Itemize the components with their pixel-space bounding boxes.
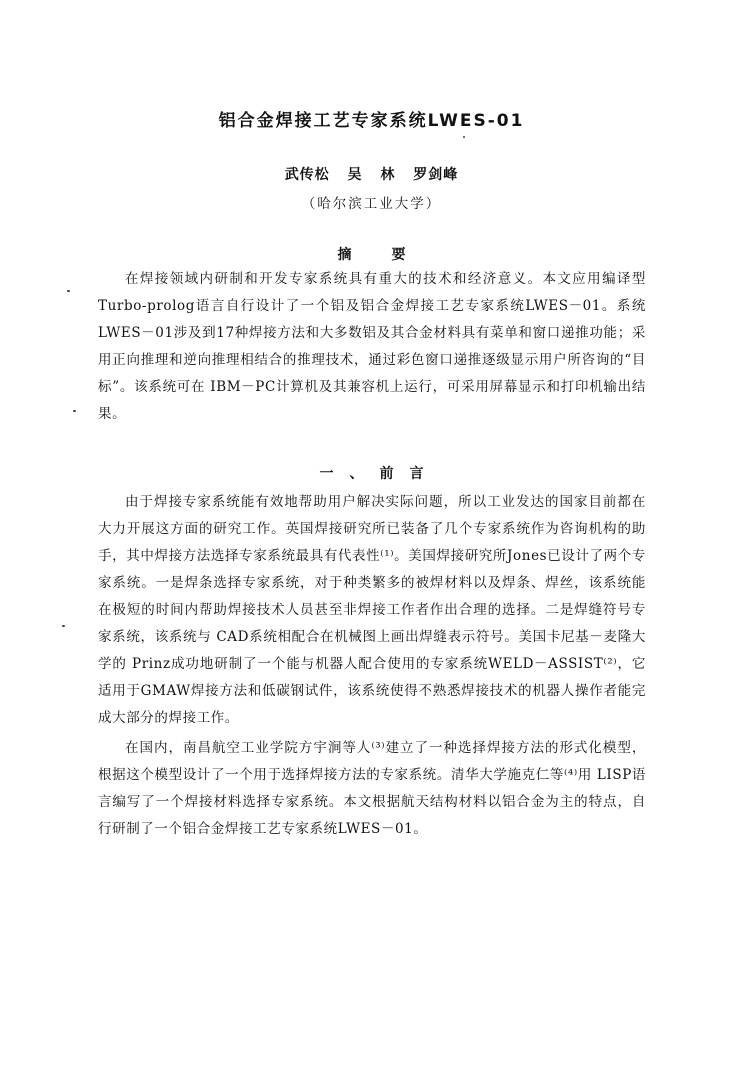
scan-speck [463,136,465,138]
scan-speck [73,410,76,412]
author-list: 武传松 吴 林 罗剑峰 [284,167,459,183]
scan-speck [62,625,65,627]
abstract-text: 在焊接领域内研制和开发专家系统具有重大的技术和经济意义。本文应用编译型Turbo-prolog语言自行设计了一个铝及铝合金焊接工艺专家系统LWES－01。系统LWES－01涉及到17种焊接方法和大多数铝及其合金材料具有菜单和窗口递推功能；采用正向推理和逆向推理相结合的推理技术，通过彩色窗口递推逐级显示用户所咨询的“目标”。该系统可在 IBM－PC计算机及其兼容机上运行，可采用屏幕显示和打印机输出结果。 [98,271,646,422]
affiliation: （哈尔滨工业大学） [301,196,442,212]
paper-title: 铝合金焊接工艺专家系统LWES-01 [218,111,525,131]
scan-speck [67,290,70,292]
section-heading-introduction: 一、前言 [319,466,440,482]
body-paragraph: 在国内，南昌航空工业学院方宇涧等人⁽³⁾建立了一种选择焊接方法的形式化模型，根据这个模型设计了一个用于选择焊接方法的专家系统。清华大学施克仁等⁽⁴⁾用 LISP语言编写了一个焊接材料选择专家系统。本文根据航天结构材料以铝合金为主的特点，自行研制了一个铝合金焊接工艺专家系统LWES－01。 [98,740,646,837]
abstract-heading: 摘要 [337,247,446,263]
body-paragraph: 由于焊接专家系统能有效地帮助用户解决实际问题，所以工业发达的国家目前都在大力开展这方面的研究工作。英国焊接研究所已装备了几个专家系统作为咨询机构的助手，其中焊接方法选择专家系统最具有代表性⁽¹⁾。美国焊接研究所Jones已设计了两个专家系统。一是焊条选择专家系统，对于种类繁多的被焊材料以及焊条、焊丝，该系统能在极短的时间内帮助焊接技术人员甚至非焊接工作者作出合理的选择。二是焊缝符号专家系统，该系统与 CAD系统相配合在机械图上画出焊缝表示符号。美国卡尼基－麦隆大学的 Prinz成功地研制了一个能与机器人配合使用的专家系统WELD－ASSIST⁽²⁾，它适用于GMAW焊接方法和低碳钢试件，该系统使得不熟悉焊接技术的机器人操作者能完成大部分的焊接工作。 [98,494,646,726]
